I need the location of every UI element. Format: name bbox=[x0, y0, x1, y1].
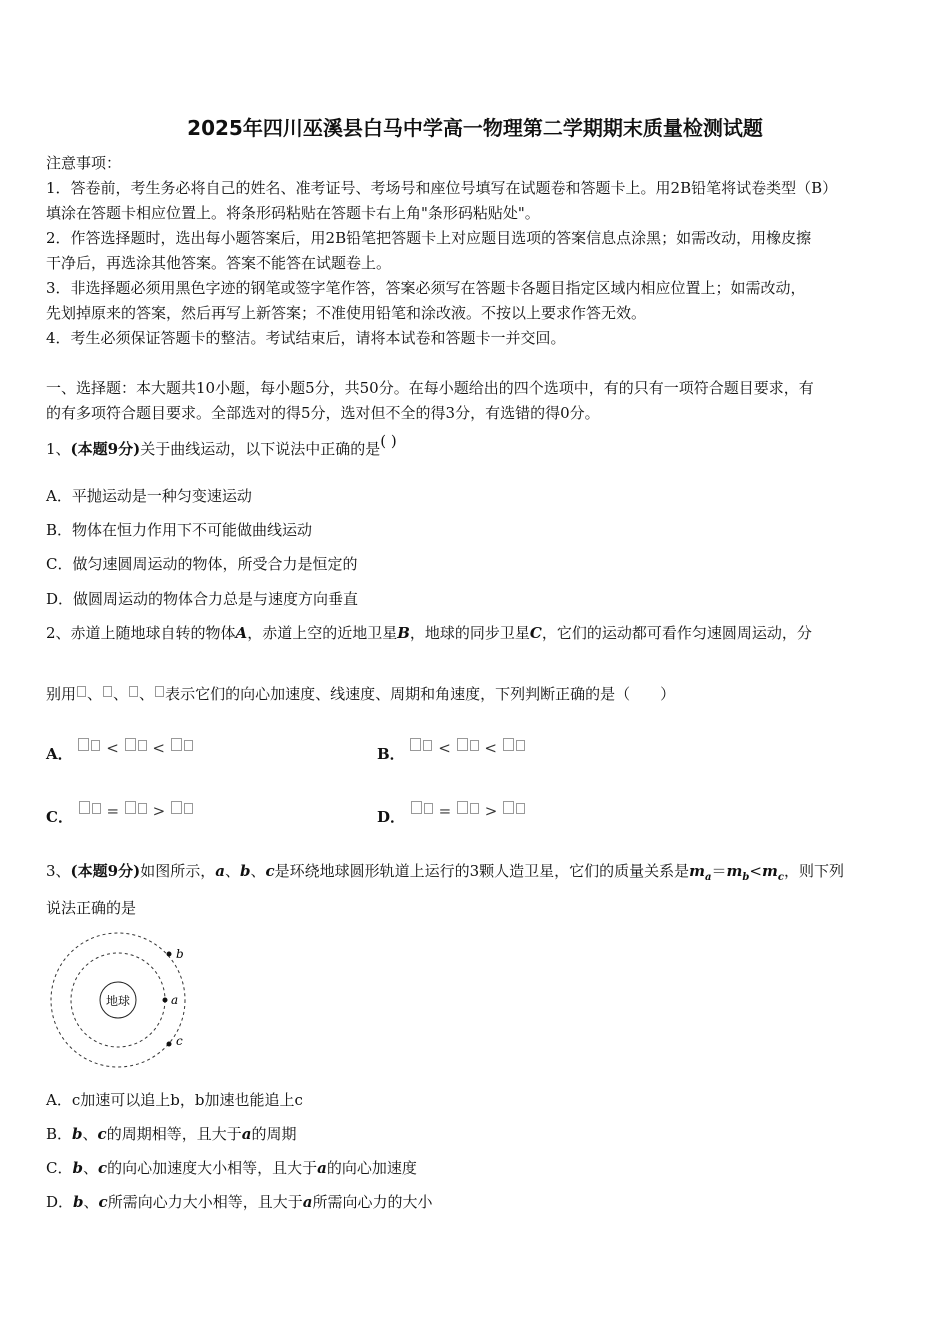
q2-text-3: ，地球的同步卫星 bbox=[409, 624, 530, 642]
notice-line-1: 1．答卷前，考生务必将自己的姓名、准考证号、考场号和座位号填写在试题卷和答题卡上。用2B铅笔将试卷类型（B） bbox=[46, 179, 838, 197]
q3-sep-2: 、 bbox=[250, 862, 266, 880]
subscript-placeholder-icon bbox=[184, 803, 193, 814]
q2-option-c-formula bbox=[78, 802, 194, 820]
symbol-placeholder-icon bbox=[78, 738, 89, 751]
symbol-placeholder-icon bbox=[410, 738, 421, 751]
q2-option-d-label: D． bbox=[377, 808, 406, 826]
notice-line-5: 3．非选择题必须用黑色字迹的钢笔或签字笔作答，答案必须写在答题卡各题目指定区域内相应位置上；如需改动， bbox=[46, 279, 806, 297]
q3-stem-line-1 bbox=[46, 860, 844, 883]
q2-text-6: 表示它们的向心加速度、线速度、周期和角速度，下列判断正确的是（ ） bbox=[165, 685, 676, 703]
q2-object-c: C bbox=[529, 624, 542, 642]
page-title: 2025年四川巫溪县白马中学高一物理第二学期期末质量检测试题 bbox=[187, 116, 763, 140]
orbit-figure bbox=[46, 926, 196, 1071]
q2-text-2: ，赤道上空的近地卫星 bbox=[247, 624, 398, 642]
symbol-placeholder-icon bbox=[129, 686, 138, 697]
notice-heading: 注意事项： bbox=[46, 154, 122, 172]
section-line-1: 一、选择题：本大题共10小题，每小题5分，共50分。在每小题给出的四个选项中，有的只有一项符合题目要求，有 bbox=[46, 379, 814, 397]
q1-answer-bracket: ( ) bbox=[380, 432, 397, 450]
satellite-b-label: b bbox=[176, 947, 184, 961]
q1-score: (本题9分) bbox=[70, 440, 141, 458]
q3-c-mid: 的向心加速度大小相等，且大于 bbox=[107, 1159, 318, 1177]
q3-b-sep: 、 bbox=[82, 1125, 98, 1143]
q2-option-d bbox=[377, 802, 526, 827]
symbol-placeholder-icon bbox=[155, 686, 164, 697]
q3-b-var-a: a bbox=[241, 1125, 252, 1143]
subscript-placeholder-icon bbox=[470, 803, 479, 814]
q3-d-var-a: a bbox=[302, 1193, 313, 1211]
q3-text-1: 如图所示， bbox=[140, 862, 216, 880]
q3-d-pre: D． bbox=[46, 1193, 74, 1211]
symbol-placeholder-icon bbox=[79, 801, 90, 814]
q3-eq: ＝ bbox=[711, 862, 727, 880]
q1-option-a: A．平抛运动是一种匀变速运动 bbox=[46, 487, 252, 505]
q2-option-a-formula bbox=[77, 739, 193, 757]
symbol-placeholder-icon bbox=[457, 801, 468, 814]
notice-line-6: 先划掉原来的答案，然后再写上新答案；不准使用铅笔和涂改液。不按以上要求作答无效。 bbox=[46, 304, 647, 322]
q3-stem-line-2: 说法正确的是 bbox=[46, 899, 137, 917]
q2-option-c bbox=[46, 802, 194, 827]
symbol-placeholder-icon bbox=[125, 801, 136, 814]
q2-option-d-formula bbox=[410, 802, 526, 820]
satellite-a-label: a bbox=[171, 993, 179, 1007]
q3-option-b bbox=[46, 1123, 296, 1144]
q3-c-pre: C． bbox=[46, 1159, 73, 1177]
q1-stem bbox=[46, 432, 426, 459]
q3-mass-c: m bbox=[761, 862, 778, 880]
symbol-placeholder-icon bbox=[77, 686, 86, 697]
subscript-placeholder-icon bbox=[184, 740, 193, 751]
q2-text-5: 别用 bbox=[46, 685, 77, 703]
symbol-placeholder-icon bbox=[503, 801, 514, 814]
q2-option-c-label: C． bbox=[46, 808, 73, 826]
notice-line-2: 填涂在答题卡相应位置上。将条形码粘贴在答题卡右上角"条形码粘贴处"。 bbox=[46, 204, 540, 222]
q3-c-var-c: c bbox=[98, 1159, 108, 1177]
q3-var-b: b bbox=[239, 862, 251, 880]
q3-d-var-c: c bbox=[98, 1193, 108, 1211]
q3-lt: < bbox=[749, 862, 762, 880]
q1-stem-text: 关于曲线运动，以下说法中正确的是 bbox=[140, 440, 381, 458]
q3-text-3: ，则下列 bbox=[783, 862, 844, 880]
q2-option-b-label: B． bbox=[377, 745, 405, 763]
q2-text-1: 2、赤道上随地球自转的物体 bbox=[46, 624, 236, 642]
q3-option-c bbox=[46, 1157, 417, 1178]
subscript-placeholder-icon bbox=[92, 803, 101, 814]
relation-sign: > bbox=[152, 802, 166, 820]
q3-c-sep: 、 bbox=[82, 1159, 98, 1177]
q3-b-mid: 的周期相等，且大于 bbox=[106, 1125, 242, 1143]
q3-sep-1: 、 bbox=[224, 862, 240, 880]
q3-prefix: 3、 bbox=[46, 862, 71, 880]
q2-object-a: A bbox=[235, 624, 248, 642]
subscript-placeholder-icon bbox=[138, 803, 147, 814]
q3-d-mid: 所需向心力大小相等，且大于 bbox=[107, 1193, 303, 1211]
notice-line-3: 2．作答选择题时，选出每小题答案后，用2B铅笔把答题卡上对应题目选项的答案信息点涂黑；如需改动，用橡皮擦 bbox=[46, 229, 812, 247]
q3-d-sep: 、 bbox=[83, 1193, 99, 1211]
q3-sub-c: c bbox=[777, 872, 784, 883]
subscript-placeholder-icon bbox=[424, 803, 433, 814]
symbol-placeholder-icon bbox=[457, 738, 468, 751]
subscript-placeholder-icon bbox=[516, 803, 525, 814]
subscript-placeholder-icon bbox=[138, 740, 147, 751]
q1-option-d: D．做圆周运动的物体合力总是与速度方向垂直 bbox=[46, 590, 359, 608]
q2-text-4: ，它们的运动都可看作匀速圆周运动，分 bbox=[541, 624, 812, 642]
q3-sub-b: b bbox=[742, 872, 750, 883]
q3-mass-a: m bbox=[689, 862, 706, 880]
q3-b-pre: B． bbox=[46, 1125, 73, 1143]
q2-sep-2: 、 bbox=[113, 685, 129, 703]
subscript-placeholder-icon bbox=[516, 740, 525, 751]
satellite-c bbox=[167, 1042, 172, 1047]
q2-option-b-formula bbox=[409, 739, 525, 757]
q3-b-var-b: b bbox=[72, 1125, 83, 1143]
q3-option-a: A．c加速可以追上b，b加速也能追上c bbox=[46, 1091, 303, 1109]
relation-sign: < bbox=[152, 739, 165, 757]
relation-sign: < bbox=[106, 739, 119, 757]
q3-score: (本题9分) bbox=[70, 862, 141, 880]
section-line-2: 的有多项符合题目要求。全部选对的得5分，选对但不全的得3分，有选错的得0分。 bbox=[46, 404, 600, 422]
q3-option-d bbox=[46, 1191, 432, 1212]
q3-var-a: a bbox=[215, 862, 225, 880]
notice-line-4: 干净后，再选涂其他答案。答案不能答在试题卷上。 bbox=[46, 254, 392, 272]
q2-option-b bbox=[377, 739, 526, 764]
q2-sep-3: 、 bbox=[139, 685, 155, 703]
q3-b-var-c: c bbox=[97, 1125, 107, 1143]
satellite-b bbox=[167, 952, 172, 957]
q2-stem-line-2 bbox=[46, 683, 675, 704]
earth-label: 地球 bbox=[105, 994, 131, 1008]
satellite-c-label: c bbox=[176, 1034, 183, 1048]
symbol-placeholder-icon bbox=[171, 738, 182, 751]
symbol-placeholder-icon bbox=[103, 686, 112, 697]
relation-sign: > bbox=[484, 802, 498, 820]
relation-sign: = bbox=[106, 802, 120, 820]
satellite-a bbox=[163, 998, 168, 1003]
q3-b-end: 的周期 bbox=[251, 1125, 297, 1143]
symbol-placeholder-icon bbox=[503, 738, 514, 751]
q3-c-end: 的向心加速度 bbox=[326, 1159, 417, 1177]
q3-mass-b: m bbox=[726, 862, 743, 880]
relation-sign: < bbox=[484, 739, 497, 757]
q2-object-b: B bbox=[397, 624, 410, 642]
q2-option-a-label: A． bbox=[46, 745, 73, 763]
symbol-placeholder-icon bbox=[411, 801, 422, 814]
q3-text-2: 是环绕地球圆形轨道上运行的3颗人造卫星，它们的质量关系是 bbox=[274, 862, 690, 880]
symbol-placeholder-icon bbox=[125, 738, 136, 751]
subscript-placeholder-icon bbox=[91, 740, 100, 751]
subscript-placeholder-icon bbox=[423, 740, 432, 751]
q3-c-var-a: a bbox=[317, 1159, 327, 1177]
q3-var-c: c bbox=[265, 862, 275, 880]
q3-sub-a: a bbox=[705, 872, 712, 883]
q2-stem-line-1 bbox=[46, 622, 812, 643]
q3-c-var-b: b bbox=[72, 1159, 83, 1177]
q3-d-var-b: b bbox=[73, 1193, 84, 1211]
q2-sep-1: 、 bbox=[87, 685, 103, 703]
q1-prefix: 1、 bbox=[46, 440, 71, 458]
relation-sign: < bbox=[438, 739, 451, 757]
subscript-placeholder-icon bbox=[470, 740, 479, 751]
q1-option-c: C．做匀速圆周运动的物体，所受合力是恒定的 bbox=[46, 555, 358, 573]
q2-option-a bbox=[46, 739, 194, 764]
symbol-placeholder-icon bbox=[171, 801, 182, 814]
notice-line-7: 4．考生必须保证答题卡的整洁。考试结束后，请将本试卷和答题卡一并交回。 bbox=[46, 329, 566, 347]
q3-d-end: 所需向心力的大小 bbox=[312, 1193, 433, 1211]
q1-option-b: B．物体在恒力作用下不可能做曲线运动 bbox=[46, 521, 313, 539]
relation-sign: = bbox=[438, 802, 452, 820]
